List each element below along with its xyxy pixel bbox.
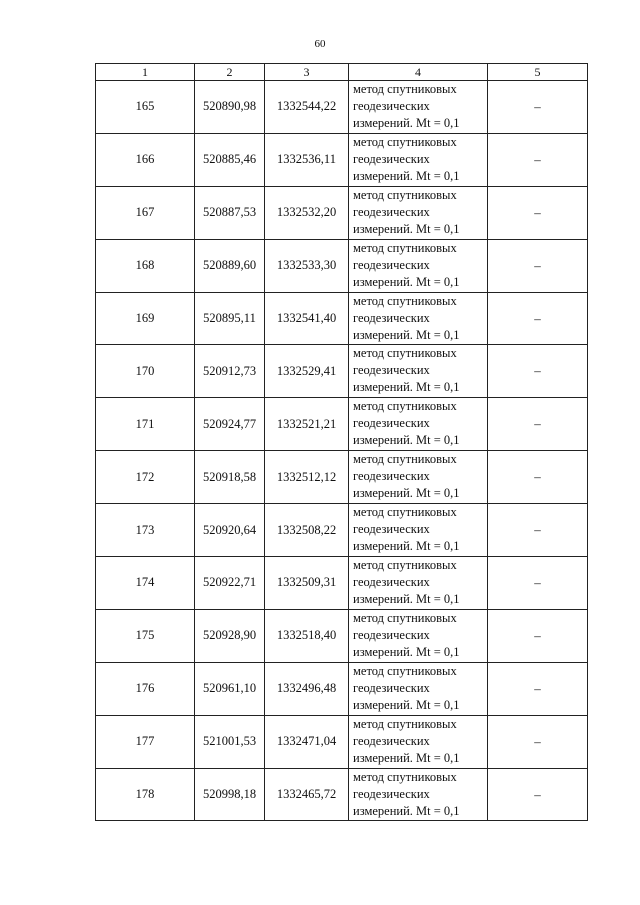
point-number-cell: 168 [96, 239, 195, 292]
column-header-5: 5 [488, 64, 588, 81]
note-dash: – [534, 680, 541, 696]
x-coordinate-cell: 520998,18 [195, 768, 265, 821]
note-cell [488, 662, 588, 715]
method-line: измерений. Mt = 0,1 [353, 168, 460, 183]
method-line: измерений. Mt = 0,1 [353, 539, 460, 554]
method-line: измерений. Mt = 0,1 [353, 433, 460, 448]
method-line: геодезических [353, 99, 430, 113]
method-line: геодезических [353, 575, 430, 590]
table-row [96, 345, 588, 398]
x-coordinate-cell: 520961,10 [195, 662, 265, 715]
method-cell [349, 662, 488, 715]
note-dash: – [534, 204, 541, 220]
y-coordinate-cell: 1332533,30 [265, 239, 349, 292]
table-row [96, 133, 588, 186]
method-line: метод спутниковых [353, 663, 457, 678]
x-coordinate-cell: 520890,98 [195, 81, 265, 134]
x-coordinate-cell: 520895,11 [195, 292, 265, 345]
note-cell [488, 133, 588, 186]
point-number-cell: 166 [96, 133, 195, 186]
table-body [96, 81, 588, 821]
method-cell [349, 609, 488, 662]
note-cell [488, 768, 588, 821]
coordinates-table [95, 63, 588, 821]
point-number-cell: 167 [96, 186, 195, 239]
note-cell [488, 292, 588, 345]
method-cell [349, 768, 488, 821]
table-row [96, 768, 588, 821]
method-line: геодезических [353, 310, 430, 325]
method-cell [349, 239, 488, 292]
method-line: измерений. Mt = 0,1 [353, 221, 460, 236]
method-line: измерений. Mt = 0,1 [353, 274, 460, 289]
note-dash: – [534, 310, 541, 326]
y-coordinate-cell: 1332496,48 [265, 662, 349, 715]
point-number-cell: 177 [96, 715, 195, 768]
x-coordinate-cell: 520912,73 [195, 345, 265, 398]
table-row [96, 557, 588, 610]
y-coordinate-cell: 1332465,72 [265, 768, 349, 821]
note-dash: – [534, 733, 541, 749]
method-line: метод спутниковых [353, 769, 457, 784]
method-line: геодезических [353, 469, 430, 484]
method-cell [349, 81, 488, 134]
y-coordinate-cell: 1332541,40 [265, 292, 349, 345]
note-cell [488, 557, 588, 610]
column-header-4: 4 [349, 64, 488, 81]
note-cell [488, 239, 588, 292]
note-cell [488, 609, 588, 662]
point-number-cell: 172 [96, 451, 195, 504]
table-header-row [96, 64, 588, 81]
column-header-2: 2 [195, 64, 265, 81]
method-cell [349, 133, 488, 186]
table-row [96, 451, 588, 504]
column-header-1: 1 [96, 64, 195, 81]
note-cell [488, 715, 588, 768]
x-coordinate-cell: 520889,60 [195, 239, 265, 292]
method-line: геодезических [353, 204, 430, 219]
y-coordinate-cell: 1332544,22 [265, 81, 349, 134]
method-line: геодезических [353, 151, 430, 166]
table-row [96, 504, 588, 557]
method-line: измерений. Mt = 0,1 [353, 750, 460, 765]
y-coordinate-cell: 1332518,40 [265, 609, 349, 662]
table-row [96, 715, 588, 768]
table-row [96, 609, 588, 662]
note-dash: – [534, 522, 541, 538]
point-number-cell: 176 [96, 662, 195, 715]
y-coordinate-cell: 1332521,21 [265, 398, 349, 451]
y-coordinate-cell: 1332471,04 [265, 715, 349, 768]
method-line: измерений. Mt = 0,1 [353, 803, 460, 818]
method-line: метод спутниковых [353, 558, 457, 573]
table-row [96, 662, 588, 715]
point-number-cell: 178 [96, 768, 195, 821]
method-line: метод спутниковых [353, 187, 457, 202]
y-coordinate-cell: 1332512,12 [265, 451, 349, 504]
point-number-cell: 169 [96, 292, 195, 345]
method-line: метод спутниковых [353, 346, 457, 361]
note-dash: – [534, 627, 541, 643]
method-line: геодезических [353, 786, 430, 801]
method-cell [349, 715, 488, 768]
method-line: геодезических [353, 522, 430, 537]
x-coordinate-cell: 520918,58 [195, 451, 265, 504]
method-line: измерений. Mt = 0,1 [353, 592, 460, 607]
method-line: метод спутниковых [353, 293, 457, 308]
x-coordinate-cell: 520920,64 [195, 504, 265, 557]
table-row [96, 186, 588, 239]
method-line: геодезических [353, 733, 430, 748]
method-line: метод спутниковых [353, 505, 457, 520]
note-dash: – [534, 98, 541, 114]
method-line: метод спутниковых [353, 134, 457, 149]
y-coordinate-cell: 1332508,22 [265, 504, 349, 557]
method-cell [349, 186, 488, 239]
note-dash: – [534, 151, 541, 167]
x-coordinate-cell: 520928,90 [195, 609, 265, 662]
method-cell [349, 345, 488, 398]
method-line: измерений. Mt = 0,1 [353, 697, 460, 712]
point-number-cell: 173 [96, 504, 195, 557]
method-cell [349, 557, 488, 610]
table-row [96, 292, 588, 345]
note-dash: – [534, 363, 541, 379]
note-dash: – [534, 469, 541, 485]
note-cell [488, 504, 588, 557]
x-coordinate-cell: 520922,71 [195, 557, 265, 610]
point-number-cell: 175 [96, 609, 195, 662]
note-cell [488, 345, 588, 398]
method-line: метод спутниковых [353, 82, 457, 96]
note-dash: – [534, 786, 541, 802]
note-dash: – [534, 416, 541, 432]
note-dash: – [534, 574, 541, 590]
x-coordinate-cell: 521001,53 [195, 715, 265, 768]
table-row [96, 398, 588, 451]
column-header-3: 3 [265, 64, 349, 81]
method-line: метод спутниковых [353, 452, 457, 467]
x-coordinate-cell: 520887,53 [195, 186, 265, 239]
x-coordinate-cell: 520924,77 [195, 398, 265, 451]
method-line: геодезических [353, 363, 430, 378]
note-cell [488, 451, 588, 504]
x-coordinate-cell: 520885,46 [195, 133, 265, 186]
method-line: метод спутниковых [353, 240, 457, 255]
method-line: метод спутниковых [353, 610, 457, 625]
method-line: геодезических [353, 627, 430, 642]
y-coordinate-cell: 1332536,11 [265, 133, 349, 186]
method-line: метод спутниковых [353, 399, 457, 414]
method-line: измерений. Mt = 0,1 [353, 116, 460, 130]
method-cell [349, 292, 488, 345]
page-number: 60 [314, 38, 326, 50]
method-cell [349, 504, 488, 557]
method-line: метод спутниковых [353, 716, 457, 731]
method-line: геодезических [353, 257, 430, 272]
method-line: измерений. Mt = 0,1 [353, 644, 460, 659]
note-dash: – [534, 257, 541, 273]
y-coordinate-cell: 1332529,41 [265, 345, 349, 398]
method-line: геодезических [353, 416, 430, 431]
method-line: измерений. Mt = 0,1 [353, 380, 460, 395]
note-cell [488, 81, 588, 134]
method-line: геодезических [353, 680, 430, 695]
point-number-cell: 174 [96, 557, 195, 610]
y-coordinate-cell: 1332532,20 [265, 186, 349, 239]
point-number-cell: 165 [96, 81, 195, 134]
point-number-cell: 171 [96, 398, 195, 451]
note-cell [488, 398, 588, 451]
method-cell [349, 398, 488, 451]
y-coordinate-cell: 1332509,31 [265, 557, 349, 610]
method-cell [349, 451, 488, 504]
note-cell [488, 186, 588, 239]
method-line: измерений. Mt = 0,1 [353, 327, 460, 342]
point-number-cell: 170 [96, 345, 195, 398]
table-row [96, 81, 588, 134]
method-line: измерений. Mt = 0,1 [353, 486, 460, 501]
table-row [96, 239, 588, 292]
